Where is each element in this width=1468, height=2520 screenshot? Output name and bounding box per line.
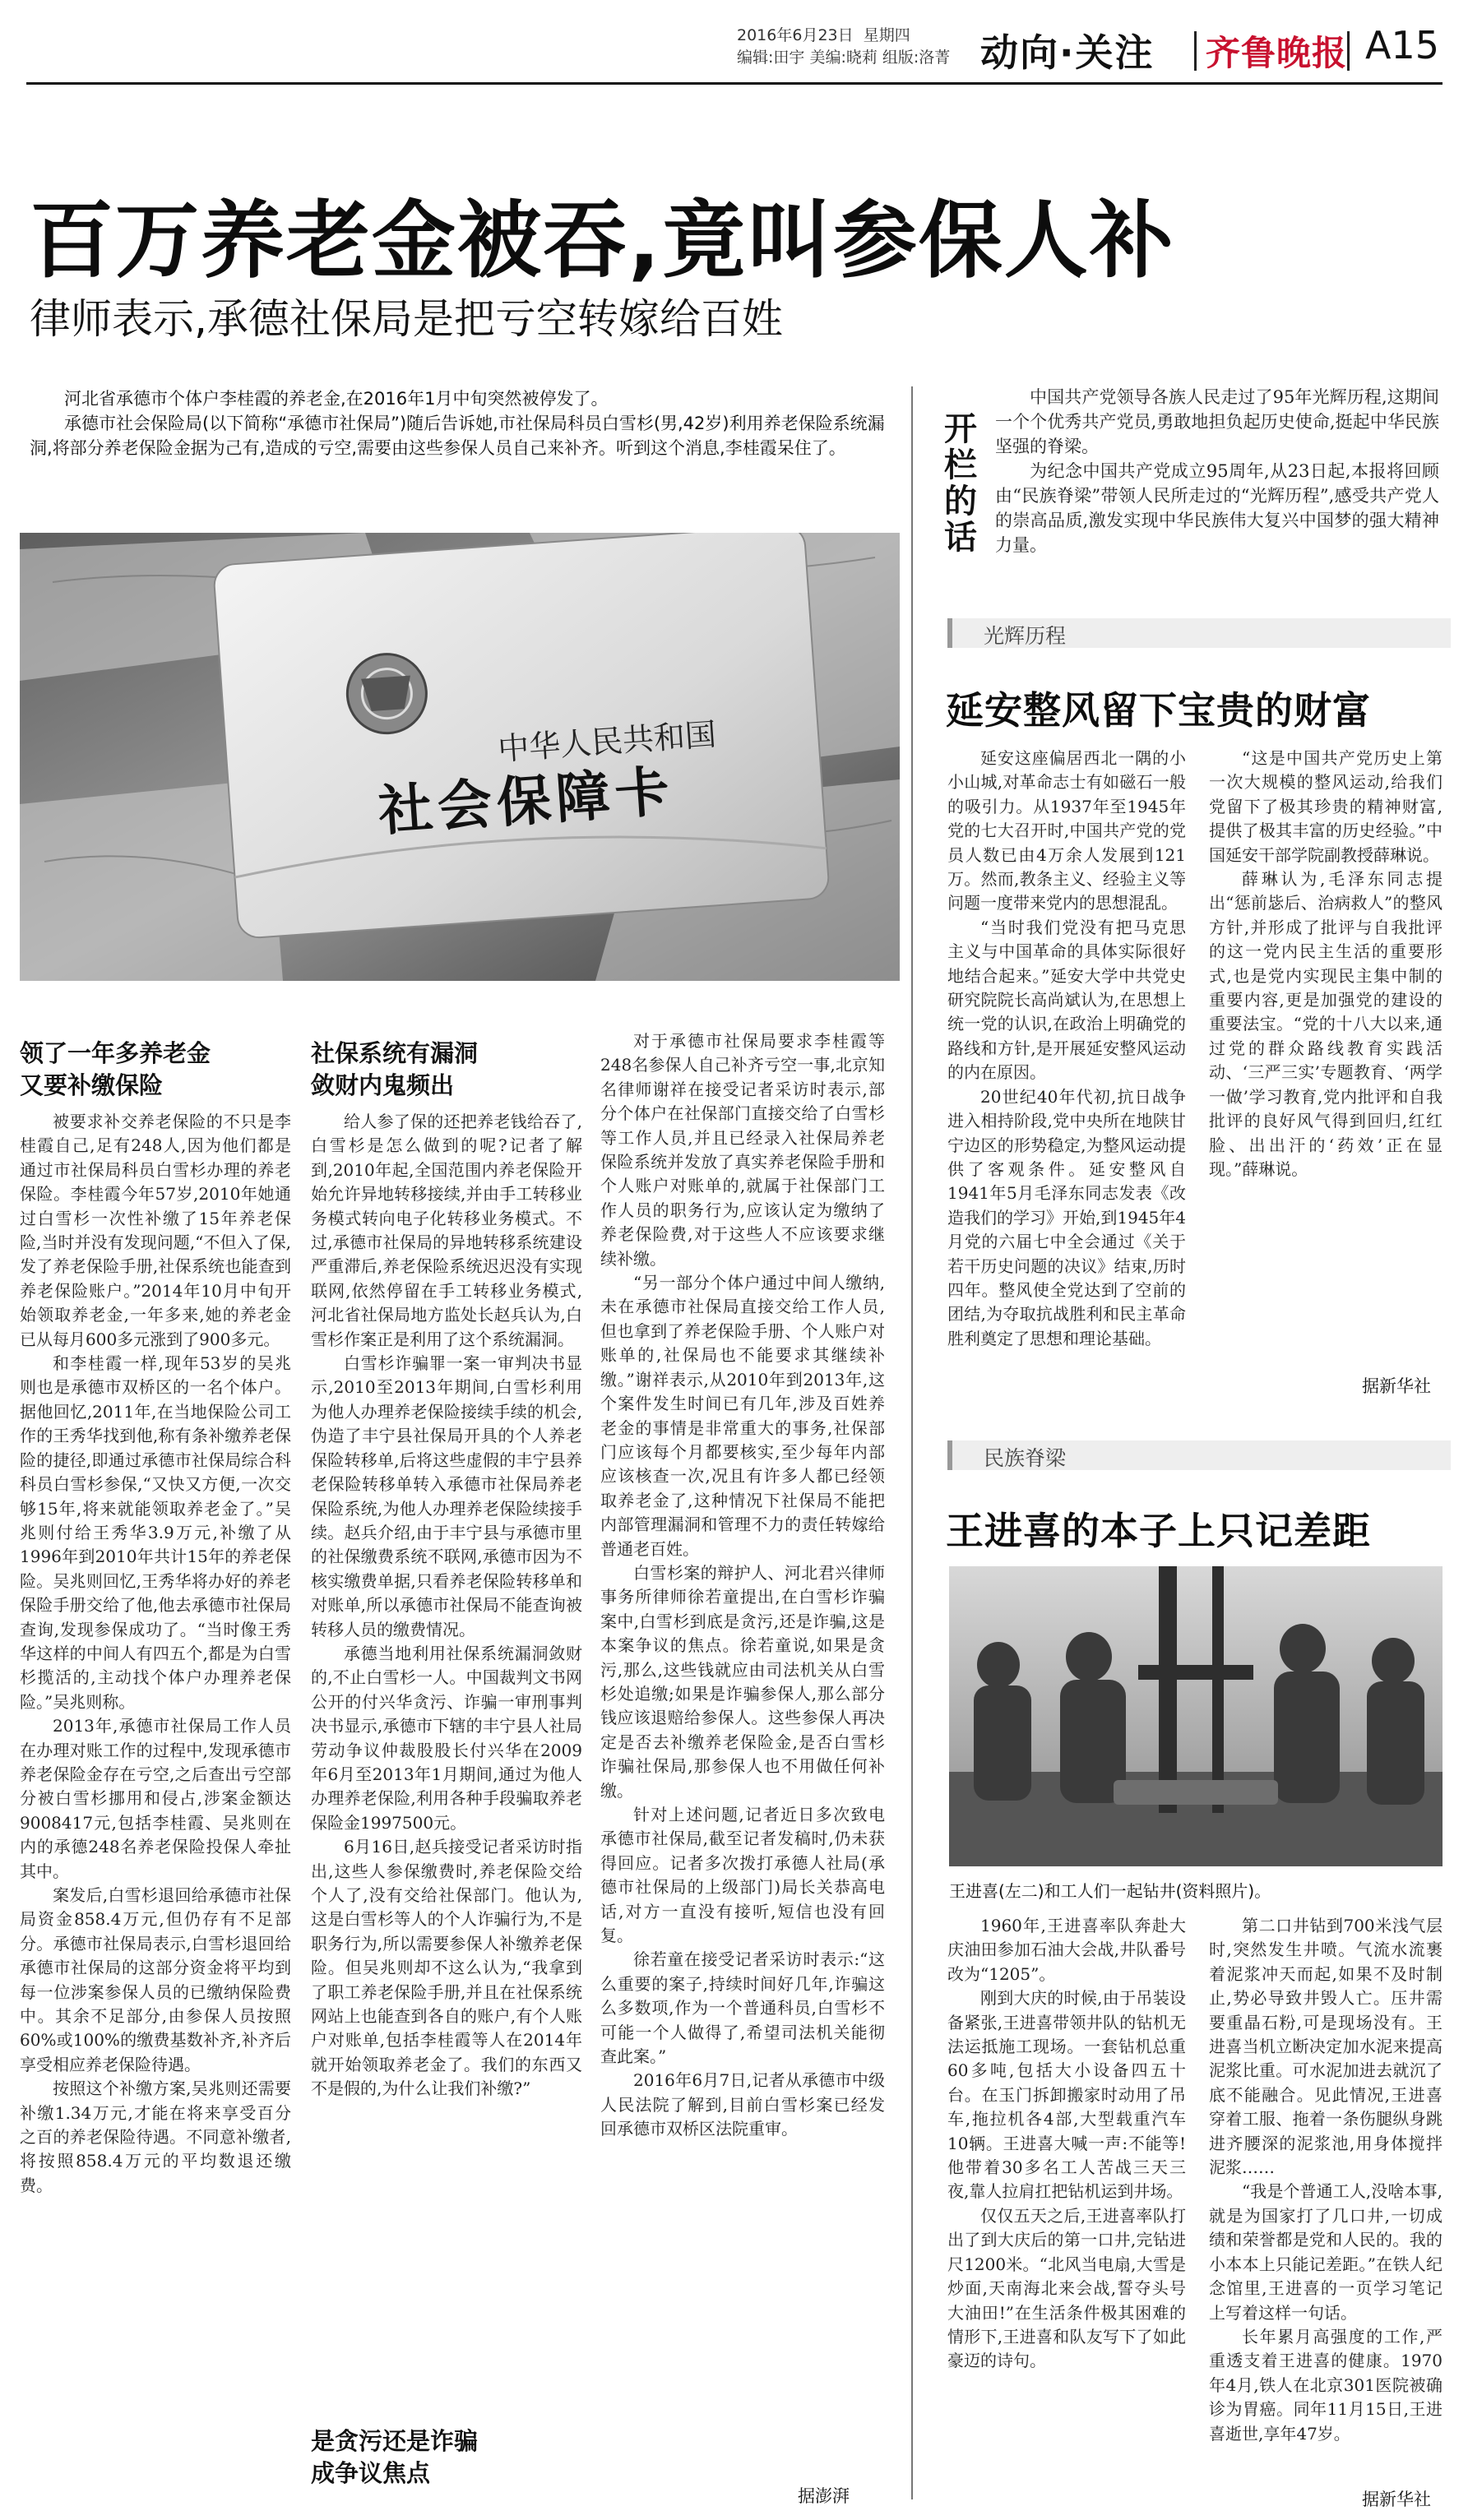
s1-para: “当时我们党没有把马克思主义与中国革命的具体实际很好地结合起来。”延安大学中共党史研究院院长高尚斌认为,在思想上统一党的认识,在政治上明确党的路线和方针,是开展延安整风运动的内在原因。 <box>947 917 1186 1083</box>
section-title-2: 社保系统有漏洞 敛财内鬼频出 <box>311 1039 479 1099</box>
photo-illustration <box>20 533 900 981</box>
social-security-card-photo <box>20 533 900 981</box>
col3-para: 对于承德市社保局要求李桂霞等248名参保人自己补齐亏空一事,北京知名律师谢祥在接受记者采访时表示,部分个体户在社保部门直接交给了白雪杉等工作人员,并且已经录入社保局养老保险系统并发放了真实养老保险手册和个人账户对账单的,就属于社保部门工作人员的职务行为,应该认定为缴纳了养老保险费,对于这些人不应该要求继续补缴。 <box>600 1031 885 1269</box>
column-label-1: 光辉历程 <box>984 624 1067 648</box>
newspaper-logo: 齐鲁晚报 <box>1206 33 1348 73</box>
photo-caption: 王进喜(左二)和工人们一起钻井(资料照片)。 <box>949 1881 1271 1901</box>
col1-para: 被要求补交养老保险的不只是李桂霞自己,足有248人,因为他们都是通过市社保局科员白雪杉办理的养老保险。李桂霞今年57岁,2010年她通过白雪杉一次性补缴了15年养老保险,当时并没有发现问题,“不但入了保,发了养老保险手册,社保系统也能查到养老保险账户。”2014年10月中旬开始领取养老金,一年多来,她的养老金已从每月600多元涨到了900多元。 <box>20 1112 291 1349</box>
column-divider <box>911 386 913 2499</box>
section-title-1: 领了一年多养老金 又要补缴保险 <box>20 1039 211 1099</box>
sidebar-story2-title: 王进喜的本子上只记差距 <box>946 1509 1371 1553</box>
sidebar-intro-label: 开栏的话 <box>944 410 977 557</box>
col3-para: 徐若童在接受记者采访时表示:“这么重要的案子,持续时间好几年,诈骗这么多数项,作为一个普通科员,白雪杉不可能一个人做得了,希望司法机关能彻查此案。” <box>600 1949 885 2067</box>
drilling-photo-illustration <box>949 1566 1443 1866</box>
lead-line-1: 河北省承德市个体户李桂霞的养老金,在2016年1月中旬突然被停发了。 <box>64 389 609 409</box>
s2-para: 刚到大庆的时候,由于吊装设备紧张,王进喜带领井队的钻机无法运抵施工现场。一套钻机总重60多吨,包括大小设备四五十台。在玉门拆卸搬家时动用了吊车,拖拉机各4部,大型载重汽车10辆。王进喜大喊一声:不能等!他带着30多名工人苦战三天三夜,靠人拉肩扛把钻机运到井场。 <box>947 1988 1186 2202</box>
s1-para: 薛琳认为,毛泽东同志提出“惩前毖后、治病救人”的整风方针,并形成了批评与自我批评的这一党内民主生活的重要形式,也是党内实现民主集中制的重要内容,更是加强党的建设的重要法宝。“党的十八大以来,通过党的群众路线教育实践活动、‘三严三实’专题教育、‘两学一做’学习教育,党内批评和自我批评的良好风气得到回归,红红脸、出出汗的‘药效’正在显现。”薛琳说。 <box>1209 869 1443 1179</box>
col1-para: 案发后,白雪杉退回给承德市社保局资金858.4万元,但仍存有不足部分。承德市社保局表示,白雪杉退回给承德市社保局的这部分资金将平均到每一位涉案参保人员的已缴纳保险费中。其余不足部分,由参保人员按照60%或100%的缴费基数补齐,补齐后享受相应养老保险待遇。 <box>20 1885 291 2074</box>
sidebar-story1-title: 延安整风留下宝贵的财富 <box>946 688 1371 733</box>
main-subheadline: 律师表示,承德社保局是把亏空转嫁给百姓 <box>30 295 783 343</box>
col3-para: “另一部分个体户通过中间人缴纳,未在承德市社保局直接交给工作人员,但也拿到了养老保险手册、个人账户对账单的,社保局也不能要求其继续补缴。”谢祥表示,从2010年到2013年,这个案件发生时间已有几年,涉及百姓养老金的事情是非常重大的事务,社保部门应该每个月都要核实,至少每年内部应该核查一次,况且有许多人都已经领取养老金了,这种情况下社保局不能把内部管理漏洞和管理不力的责任转嫁给普通老百姓。 <box>600 1273 885 1559</box>
main-headline: 百万养老金被吞,竟叫参保人补 <box>30 192 1175 290</box>
col1-para: 和李桂霞一样,现年53岁的吴兆则也是承德市双桥区的一名个体户。据他回忆,2011年,在当地保险公司工作的王秀华找到他,称有条补缴养老保险的捷径,即通过承德市社保局综合科科员白雪杉参保,“又快又方便,一次交够15年,将来就能领取养老金了。”吴兆则付给王秀华3.9万元,补缴了从1996年到2010年共计15年的养老保险。吴兆则回忆,王秀华将办好的养老保险手册交给了他,他去承德市社保局查询,发现参保成功了。“当时像王秀华这样的中间人有四五个,都是为白雪杉揽活的,主动找个体户办理养老保险。”吴兆则称。 <box>20 1353 291 1712</box>
col3-para: 白雪杉案的辩护人、河北君兴律师事务所律师徐若童提出,在白雪杉诈骗案中,白雪杉到底是贪污,还是诈骗,这是本案争议的焦点。徐若童说,如果是贪污,那么,这些钱就应由司法机关从白雪杉处追缴;如果是诈骗参保人,那么部分钱应该退赔给参保人。这些参保人再决定是否去补缴养老保险金,是否白雪杉诈骗社保局,那参保人也不用做任何补缴。 <box>600 1562 885 1801</box>
col1-para: 按照这个补缴方案,吴兆则还需要补缴1.34万元,才能在将来享受百分之百的养老保险待遇。不同意补缴者,将按照858.4万元的平均数退还缴费。 <box>20 2078 291 2195</box>
section-name: 动向·关注 <box>980 30 1155 75</box>
sidebar-story1-source: 据新华社 <box>1362 1376 1431 1396</box>
sidebar-story2-col2 <box>1209 1914 1443 2478</box>
s1-para: 20世纪40年代初,抗日战争进入相持阶段,党中央所在地陕甘宁边区的形势稳定,为整风运动提供了客观条件。延安整风自1941年5月毛泽东同志发表《改造我们的学习》开始,到1945年4月党的六届七中全会通过《关于若干历史问题的决议》结束,历时四年。整风使全党达到了空前的团结,为夺取抗战胜利和民主革命胜利奠定了思想和理论基础。 <box>947 1086 1186 1348</box>
sidebar-story2-col1 <box>947 1914 1186 2502</box>
col2-para: 给人参了保的还把养老钱给吞了,白雪杉是怎么做到的呢?记者了解到,2010年起,全国范围内养老保险开始允许异地转移接续,并由手工转移业务模式转向电子化转移业务模式。不过,承德市社保局的异地转移系统建设严重滞后,养老保险系统迟迟没有实现联网,依然停留在手工转移业务模式,河北省社保局地方监处长赵兵认为,白雪杉作案正是利用了这个系统漏洞。 <box>311 1112 582 1349</box>
col2-para: 白雪杉诈骗罪一案一审判决书显示,2010至2013年期间,白雪杉利用为他人办理养老保险接续手续的机会,伪造了丰宁县社保局开具的个人养老保险转移单,后将这些虚假的丰宁县养老保险转移单转入承德市社保局养老保险系统,为他人办理养老保险续接手续。赵兵介绍,由于丰宁县与承德市里的社保缴费系统不联网,承德市因为不核实缴费单据,只看养老保险转移单和对账单,所以承德市社保局不能查询被转移人员的缴费情况。 <box>311 1353 582 1639</box>
sidebar-intro-text <box>995 385 1439 582</box>
s2-para: 第二口井钻到700米浅气层时,突然发生井喷。气流水流裹着泥浆冲天而起,如果不及时制止,势必导致井毁人亡。压井需要重晶石粉,可是现场没有。王进喜当机立断决定加水泥来提高泥浆比重。可水泥加进去就沉了底不能融合。见此情况,王进喜穿着工服、拖着一条伤腿纵身跳进齐腰深的泥浆池,用身体搅拌泥浆…… <box>1209 1916 1443 2178</box>
sidebar-story1-col1 <box>947 747 1186 1368</box>
wang-jinxi-photo <box>949 1566 1443 1866</box>
s1-para: “这是中国共产党历史上第一次大规模的整风运动,给我们党留下了极其珍贵的精神财富,提供了极其丰富的历史经验。”中国延安干部学院副教授薛琳说。 <box>1209 748 1443 865</box>
col1-para: 2013年,承德市社保局工作人员在办理对账工作的过程中,发现承德市养老保险金存在亏空,之后查出亏空部分被白雪杉挪用和侵占,涉案金额达9008417元,包括李桂霞、吴兆则在内的承德248名养老保险投保人牵扯其中。 <box>20 1716 291 1881</box>
column-2-text <box>311 1110 582 2401</box>
column-3-text <box>600 1029 885 2476</box>
s2-para: “我是个普通工人,没啥本事,就是为国家打了几口井,一切成绩和荣誉都是党和人民的。我的小本本上只能记差距。”在铁人纪念馆里,王进喜的一页学习笔记上写着这样一句话。 <box>1209 2181 1443 2323</box>
sidebar-story2-source: 据新华社 <box>1362 2490 1431 2509</box>
s2-para: 长年累月高强度的工作,严重透支着王进喜的健康。1970年4月,铁人在北京301医院被确诊为胃癌。同年11月15日,王进喜逝世,享年47岁。 <box>1209 2326 1443 2444</box>
s2-para: 1960年,王进喜率队奔赴大庆油田参加石油大会战,井队番号改为“1205”。 <box>947 1916 1186 1984</box>
page-number: A15 <box>1365 23 1440 67</box>
section-title-3: 是贪污还是诈骗 成争议焦点 <box>311 2427 479 2487</box>
s2-para: 仅仅五天之后,王进喜率队打出了到大庆后的第一口井,完钻进尺1200米。“北风当电扇,大雪是炒面,天南海北来会战,誓夺头号大油田!”在生活条件极其困难的情形下,王进喜和队友写下了如此豪迈的诗句。 <box>947 2205 1186 2371</box>
editor-credits: 编辑:田宇 美编:晓莉 组版:洛菁 <box>737 49 951 67</box>
s1-para: 延安这座偏居西北一隅的小小山城,对革命志士有如磁石一般的吸引力。从1937年至1945年党的七大召开时,中国共产党的党员人数已由4万余人发展到121万。然而,教条主义、经验主义等问题一度带来党内的思想混乱。 <box>947 748 1186 913</box>
col2-para: 承德当地利用社保系统漏洞敛财的,不止白雪杉一人。中国裁判文书网公开的付兴华贪污、诈骗一审刑事判决书显示,承德市下辖的丰宁县人社局劳动争议仲裁股股长付兴华在2009年6月至2013年1月期间,通过为他人办理养老保险,利用各种手段骗取养老保险金1997500元。 <box>311 1643 582 1833</box>
col3-para: 针对上述问题,记者近日多次致电承德市社保局,截至记者发稿时,仍未获得回应。记者多次拨打承德人社局(承德市社保局的上级部门)局长关恭高电话,对方一直没有接听,短信也没有回复。 <box>600 1805 885 1946</box>
intro-para: 中国共产党领导各族人民走过了95年光辉历程,这期间一个个优秀共产党员,勇敢地担负起历史使命,挺起中华民族坚强的脊梁。 <box>995 387 1439 456</box>
sidebar-story1-col2 <box>1209 747 1443 1368</box>
intro-para: 为纪念中国共产党成立95周年,从23日起,本报将回顾由“民族脊梁”带领人民所走过的“光辉历程”,感受共产党人的崇高品质,激发实现中华民族伟大复兴中国梦的强大精神力量。 <box>995 461 1439 555</box>
lead-line-2: 承德市社会保险局(以下简称“承德市社保局”)随后告诉她,市社保局科员白雪杉(男,42岁)利用养老保险系统漏洞,将部分养老保险金据为己有,造成的亏空,需要由这些参保人员自己来补齐。听到这个消息,李桂霞呆住了。 <box>30 414 885 458</box>
story-source: 据澎湃 <box>798 2486 850 2506</box>
lead-paragraph <box>30 386 885 460</box>
card-country-text: 中华人民共和国 <box>496 715 718 768</box>
column-1-text <box>20 1110 291 2491</box>
issue-date: 2016年6月23日 <box>737 26 854 44</box>
issue-weekday: 星期四 <box>863 26 910 44</box>
col3-para: 2016年6月7日,记者从承德市中级人民法院了解到,目前白雪杉案已经发回承德市双桥区法院重审。 <box>600 2070 885 2139</box>
card-name-text: 社会保障卡 <box>376 758 677 844</box>
col2-para: 6月16日,赵兵接受记者采访时指出,这些人参保缴费时,养老保险交给个人了,没有交给社保部门。他认为,这是白雪杉等人的个人诈骗行为,不是职务行为,所以需要参保人补缴养老保险。但吴兆则却不这么认为,“我拿到了职工养老保险手册,并且在社保系统网站上也能查到各自的账户,有个人账户对账单,包括李桂霞等人在2014年就开始领取养老金了。我们的东西又不是假的,为什么让我们补缴?” <box>311 1837 582 2099</box>
column-label-2: 民族脊梁 <box>984 1446 1067 1470</box>
header-rule <box>26 82 1443 85</box>
